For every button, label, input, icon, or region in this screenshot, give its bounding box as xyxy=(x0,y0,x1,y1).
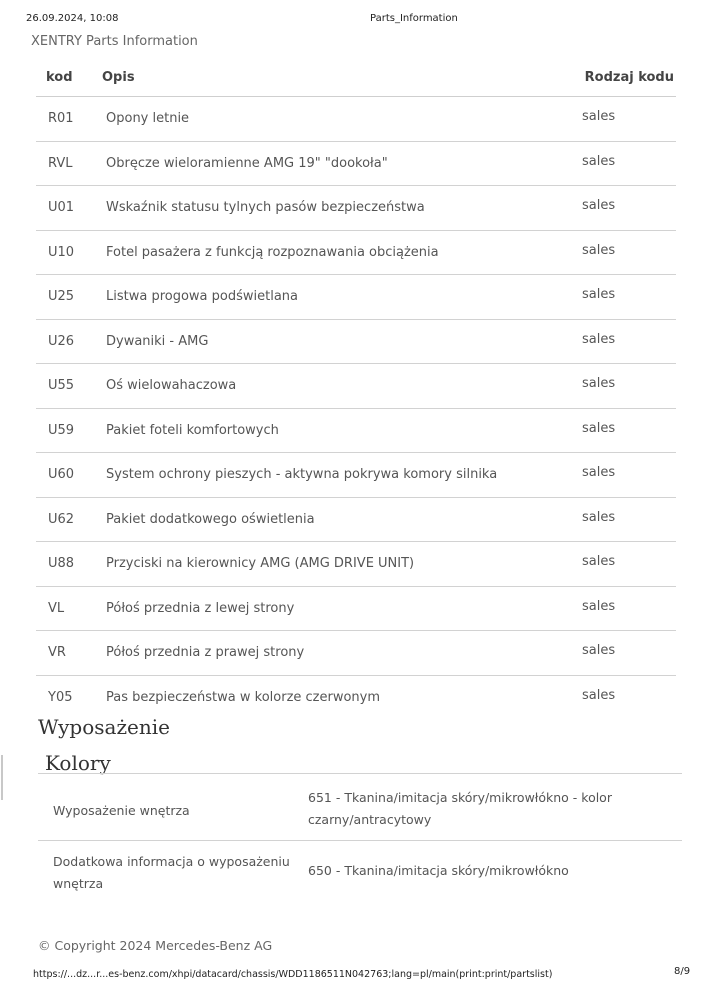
table-row xyxy=(36,498,676,543)
scan-artifact xyxy=(1,755,3,800)
kolory-value: 650 - Tkanina/imitacja skóry/mikrowłókno xyxy=(308,863,569,878)
page-number: 8/9 xyxy=(674,966,691,977)
table-row xyxy=(36,186,676,231)
cell-kod: VL xyxy=(48,600,65,616)
cell-opis: Obręcze wieloramienne AMG 19" "dookoła" xyxy=(106,155,388,171)
cell-kod: R01 xyxy=(48,111,74,126)
cell-rodzaj: sales xyxy=(582,687,616,703)
header-opis[interactable]: Opis xyxy=(102,70,135,85)
cell-opis: Pakiet dodatkowego oświetlenia xyxy=(106,511,315,527)
kolory-label: Dodatkowa informacja o wyposażeniu wnętrza xyxy=(53,854,290,891)
cell-kod: U26 xyxy=(48,333,75,349)
table-row xyxy=(36,453,676,498)
cell-kod: U59 xyxy=(48,422,75,438)
cell-kod: U60 xyxy=(48,467,75,482)
table-row xyxy=(36,631,676,676)
cell-opis: Oś wielowahaczowa xyxy=(106,378,237,393)
cell-opis: Wskaźnik statusu tylnych pasów bezpieczeństwa xyxy=(106,200,425,215)
cell-rodzaj: sales xyxy=(582,420,616,436)
cell-opis: Fotel pasażera z funkcją rozpoznawania obciążenia xyxy=(106,244,439,260)
cell-rodzaj: sales xyxy=(582,331,616,347)
cell-kod: Y05 xyxy=(48,689,73,705)
parts-table xyxy=(36,60,676,719)
print-date: 26.09.2024, 10:08 xyxy=(26,13,119,24)
cell-kod: U10 xyxy=(48,244,75,260)
kolory-label: Wyposażenie wnętrza xyxy=(53,803,190,818)
table-row xyxy=(36,676,676,720)
copyright: © Copyright 2024 Mercedes-Benz AG xyxy=(38,938,273,953)
table-header xyxy=(36,60,676,97)
app-title: XENTRY Parts Information xyxy=(31,34,198,49)
cell-rodzaj: sales xyxy=(582,643,616,658)
cell-rodzaj: sales xyxy=(582,598,616,614)
table-row xyxy=(36,231,676,276)
cell-opis: Przyciski na kierownicy AMG (AMG DRIVE UNIT) xyxy=(106,556,415,571)
table-row xyxy=(36,409,676,454)
cell-kod: U62 xyxy=(48,511,75,527)
cell-rodzaj: sales xyxy=(582,198,616,213)
cell-opis: Dywaniki - AMG xyxy=(106,333,209,349)
cell-opis: Półoś przednia z prawej strony xyxy=(106,645,305,660)
table-row xyxy=(36,587,676,632)
cell-kod: U88 xyxy=(48,556,75,571)
kolory-row xyxy=(38,774,682,841)
table-row xyxy=(36,97,676,142)
cell-kod: U01 xyxy=(48,200,75,215)
cell-rodzaj: sales xyxy=(582,287,616,302)
table-row xyxy=(36,320,676,365)
cell-kod: VR xyxy=(48,645,66,660)
cell-kod: RVL xyxy=(48,155,73,171)
kolory-value: 651 - Tkanina/imitacja skóry/mikrowłókno - kolor czarny/antracytowy xyxy=(308,790,612,827)
header-kod[interactable]: kod xyxy=(46,70,73,85)
cell-rodzaj: sales xyxy=(582,109,616,124)
cell-rodzaj: sales xyxy=(582,465,616,480)
cell-rodzaj: sales xyxy=(582,509,616,525)
cell-opis: Półoś przednia z lewej strony xyxy=(106,600,295,616)
kolory-table xyxy=(38,773,682,907)
kolory-row xyxy=(38,841,682,907)
header-rodzaj-kodu[interactable]: Rodzaj kodu xyxy=(584,70,674,85)
cell-opis: Opony letnie xyxy=(106,111,190,126)
cell-opis: Pakiet foteli komfortowych xyxy=(106,422,279,438)
table-row xyxy=(36,142,676,187)
table-row xyxy=(36,364,676,409)
cell-opis: Listwa progowa podświetlana xyxy=(106,289,299,304)
cell-opis: Pas bezpieczeństwa w kolorze czerwonym xyxy=(106,689,381,705)
cell-rodzaj: sales xyxy=(582,242,616,258)
footer-url[interactable]: https://...dz...r...es-benz.com/xhpi/datacard/chassis/WDD1186511N042763;lang=pl/main(print:print/partslist) xyxy=(33,969,553,980)
cell-kod: U25 xyxy=(48,289,75,304)
cell-rodzaj: sales xyxy=(582,376,616,391)
table-row xyxy=(36,542,676,587)
sub-heading-kolory: Kolory xyxy=(45,751,111,775)
print-title: Parts_Information xyxy=(370,13,458,24)
cell-kod: U55 xyxy=(48,378,75,393)
section-heading-wyposazenie: Wyposażenie xyxy=(38,715,170,739)
table-row xyxy=(36,275,676,320)
cell-opis: System ochrony pieszych - aktywna pokrywa komory silnika xyxy=(106,467,498,482)
cell-rodzaj: sales xyxy=(582,554,616,569)
cell-rodzaj: sales xyxy=(582,153,616,169)
